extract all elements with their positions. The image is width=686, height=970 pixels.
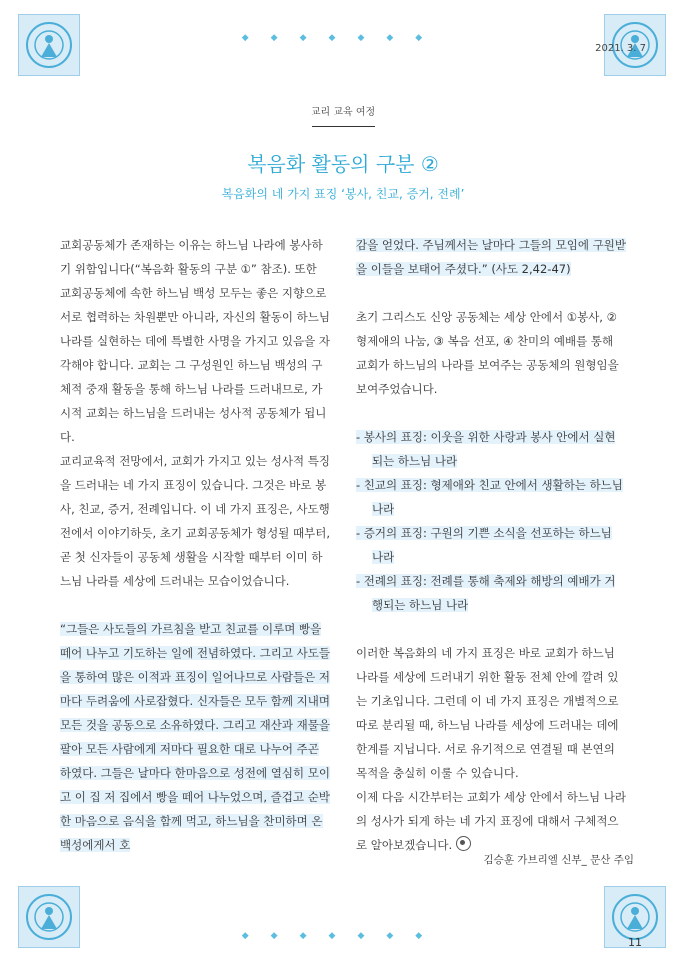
paragraph: 이러한 복음화의 네 가지 표징은 바로 교회가 하느님 나라를 세상에 드러내기 위한 활동 전체 안에 깔려 있는 기초입니다. 그런데 이 네 가지 표징은 개별적으로 따로 분리될 때, 하느님 나라를 세상에 드러내는 데에 한계를 지닙니다. 서로 유기적으로 연결될 때 본연의 목적을 충실히 이룰 수 있습니다.: [356, 646, 619, 780]
page-number: 11: [628, 936, 642, 949]
paragraph: 교리교육적 전망에서, 교회가 가지고 있는 성사적 특징을 드러내는 네 가지 표징이 있습니다. 그것은 바로 봉사, 친교, 증거, 전례입니다. 이 네 가지 표징은, 사도행전에서 이야기하듯, 초기 교회공동체가 형성될 때부터, 곧 첫 신자들이 공동체 생활을 시작할 때부터 이미 하느님 나라를 세상에 드러내는 모습이었습니다.: [60, 454, 330, 588]
scripture-quote-continued: 감을 얻었다. 주님께서는 날마다 그들의 모임에 구원받을 이들을 보태어 주셨다.” (사도 2,42-47): [356, 238, 626, 276]
author-byline: 김승훈 가브리엘 신부_ 문산 주임: [483, 854, 634, 866]
section-label: 교리 교육 여정: [310, 107, 376, 118]
right-column: [356, 233, 626, 857]
article-title: 복음화 활동의 구분 ②: [247, 152, 439, 176]
issue-date: 2021. 3. 7: [595, 43, 646, 54]
section-divider: [312, 126, 375, 127]
article-subtitle: 복음화의 네 가지 표징 ‘봉사, 친교, 증거, 전례’: [221, 187, 465, 201]
paragraph: 교회공동체가 존재하는 이유는 하느님 나라에 봉사하기 위함입니다(“복음화 활동의 구분 ①” 참조). 또한 교회공동체에 속한 하느님 백성 모두는 좋은 지향으로 서로 협력하는 차원뿐만 아니라, 자신의 활동이 하느님 나라를 실현하는 데에 특별한 사명을 가지고 있음을 자각해야 합니다. 교회는 그 구성원인 하느님 백성의 구체적 중재 활동을 통해 하느님 나라를 드러내므로, 가시적 교회는 하느님을 드러내는 성사적 공동체가 됩니다.: [60, 238, 330, 444]
end-mark-icon: [456, 836, 471, 851]
paragraph: 초기 그리스도 신앙 공동체는 세상 안에서 ①봉사, ② 형제애의 나눔, ③ 복음 선포, ④ 찬미의 예배를 통해 교회가 하느님의 나라를 보여주는 공동체의 원형임을 보여주었습니다.: [356, 310, 619, 396]
scripture-quote: “그들은 사도들의 가르침을 받고 친교를 이루며 빵을 떼어 나누고 기도하는 일에 전념하였다. 그리고 사도들을 통하여 많은 이적과 표징이 일어나므로 사람들은 저마다 두려움에 사로잡혔다. 신자들은 모두 함께 지내며 모든 것을 공동으로 소유하였다. 그리고 재산과 재물을 팔아 모든 사람에게 저마다 필요한 대로 나누어 주곤 하였다. 그들은 날마다 한마음으로 성전에 열심히 모이고 이 집 저 집에서 빵을 떼어 나누었으며, 즐겁고 순박한 마음으로 음식을 함께 먹고, 하느님을 찬미하며 온 백성에게서 호: [60, 622, 330, 852]
left-column: [60, 233, 330, 857]
angel-ornament-icon: [18, 14, 80, 76]
paragraph: 이제 다음 시간부터는 교회가 세상 안에서 하느님 나라의 성사가 되게 하는 네 가지 표징에 대해서 구체적으로 알아보겠습니다.: [356, 790, 626, 852]
sign-list-item: - 친교의 표징: 형제애와 친교 안에서 생활하는 하느님 나라: [356, 478, 623, 516]
decorative-dots: ◆◆◆◆◆◆◆: [241, 931, 445, 941]
sign-list-item: - 봉사의 표징: 이웃을 위한 사랑과 봉사 안에서 실현되는 하느님 나라: [356, 430, 616, 468]
sign-list-item: - 전례의 표징: 전례를 통해 축제와 해방의 예배가 거행되는 하느님 나라: [356, 574, 616, 612]
sign-list-item: - 증거의 표징: 구원의 기쁜 소식을 선포하는 하느님 나라: [356, 526, 612, 564]
decorative-dots: ◆◆◆◆◆◆◆: [241, 33, 445, 43]
